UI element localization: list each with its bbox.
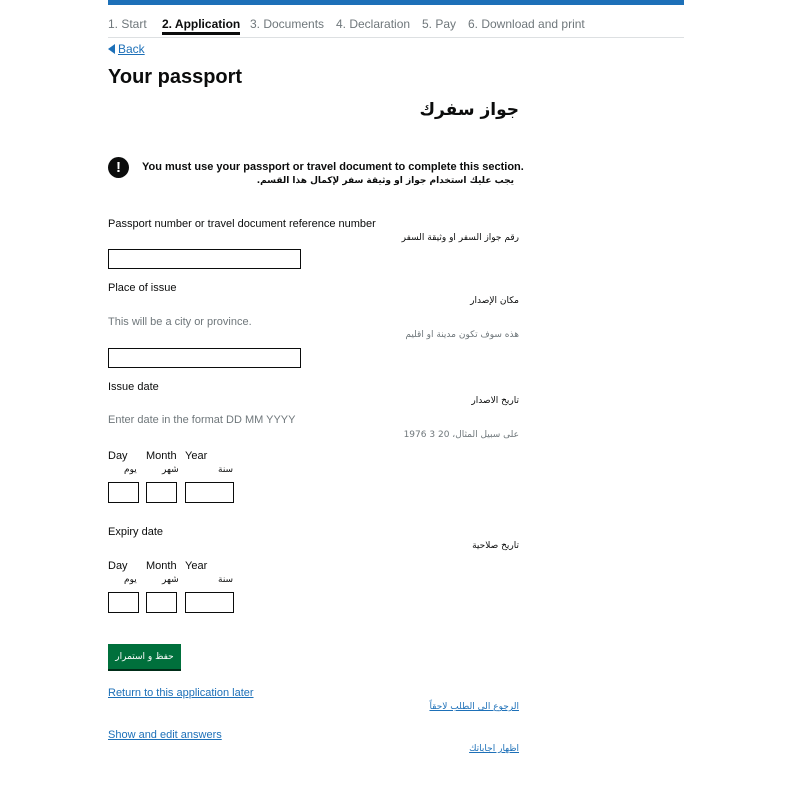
back-link-label: Back [118,42,145,56]
expiry-year-label-arabic: سنة [218,575,234,585]
step-start[interactable]: 1. Start [108,17,147,31]
issue-month-input[interactable] [146,482,177,503]
expiry-month-label: Month [146,560,177,572]
passport-number-label: Passport number or travel document reference number [108,218,376,230]
place-of-issue-label-arabic: مكان الإصدار [470,296,519,306]
return-later-link-arabic[interactable]: الرجوع الى الطلب لاحقاً [429,702,519,712]
issue-year-input[interactable] [185,482,234,503]
step-documents[interactable]: 3. Documents [250,17,325,31]
expiry-month-input[interactable] [146,592,177,613]
page-title-arabic: جواز سفرك [419,100,519,120]
expiry-day-input[interactable] [108,592,139,613]
warning-text: You must use your passport or travel document to complete this section. [142,161,524,173]
issue-date-hint: Enter date in the format DD MM YYYY [108,414,296,426]
page-title: Your passport [108,66,243,88]
expiry-date-label-arabic: تاريخ صلاحية [472,541,519,551]
step-application[interactable]: 2. Application [162,17,241,31]
issue-date-hint-arabic: على سبيل المثال، 20 3 1976 [403,430,519,440]
top-bar [108,0,684,5]
progress-steps [108,17,684,38]
passport-number-label-arabic: رقم جواز السفر او وثيقة السفر [401,233,519,243]
expiry-date-label: Expiry date [108,526,164,538]
issue-day-label: Day [108,450,128,462]
issue-year-label: Year [185,450,208,462]
warning-text-arabic: يجب عليك استخدام جواز او وثيقة سفر لإكمال هذا القسم. [256,176,514,186]
back-arrow-icon [108,44,115,54]
passport-number-input[interactable] [108,249,301,269]
save-and-continue-button[interactable]: حفظ و استمرار [108,644,181,669]
step-pay[interactable]: 5. Pay [422,17,457,31]
issue-day-label-arabic: يوم [124,465,137,475]
place-of-issue-input[interactable] [108,348,301,368]
step-download-print[interactable]: 6. Download and print [468,17,585,31]
back-link[interactable] [108,42,145,56]
issue-day-input[interactable] [108,482,139,503]
issue-month-label: Month [146,450,177,462]
return-later-link[interactable]: Return to this application later [108,687,254,699]
expiry-day-label: Day [108,560,128,572]
issue-date-label: Issue date [108,381,159,393]
step-declaration[interactable]: 4. Declaration [336,17,411,31]
issue-month-label-arabic: شهر [162,465,179,475]
show-edit-answers-link-arabic[interactable]: اظهار اجاباتك [469,744,519,754]
expiry-month-label-arabic: شهر [162,575,179,585]
issue-date-label-arabic: تاريخ الاصدار [471,396,519,406]
expiry-day-label-arabic: يوم [124,575,137,585]
show-edit-answers-link[interactable]: Show and edit answers [108,729,222,741]
place-of-issue-label: Place of issue [108,282,177,294]
expiry-year-input[interactable] [185,592,234,613]
place-of-issue-hint: This will be a city or province. [108,316,252,328]
expiry-year-label: Year [185,560,208,572]
warning-icon: ! [108,157,129,178]
issue-year-label-arabic: سنة [218,465,234,475]
place-of-issue-hint-arabic: هذه سوف تكون مدينة او اقليم [405,330,519,340]
